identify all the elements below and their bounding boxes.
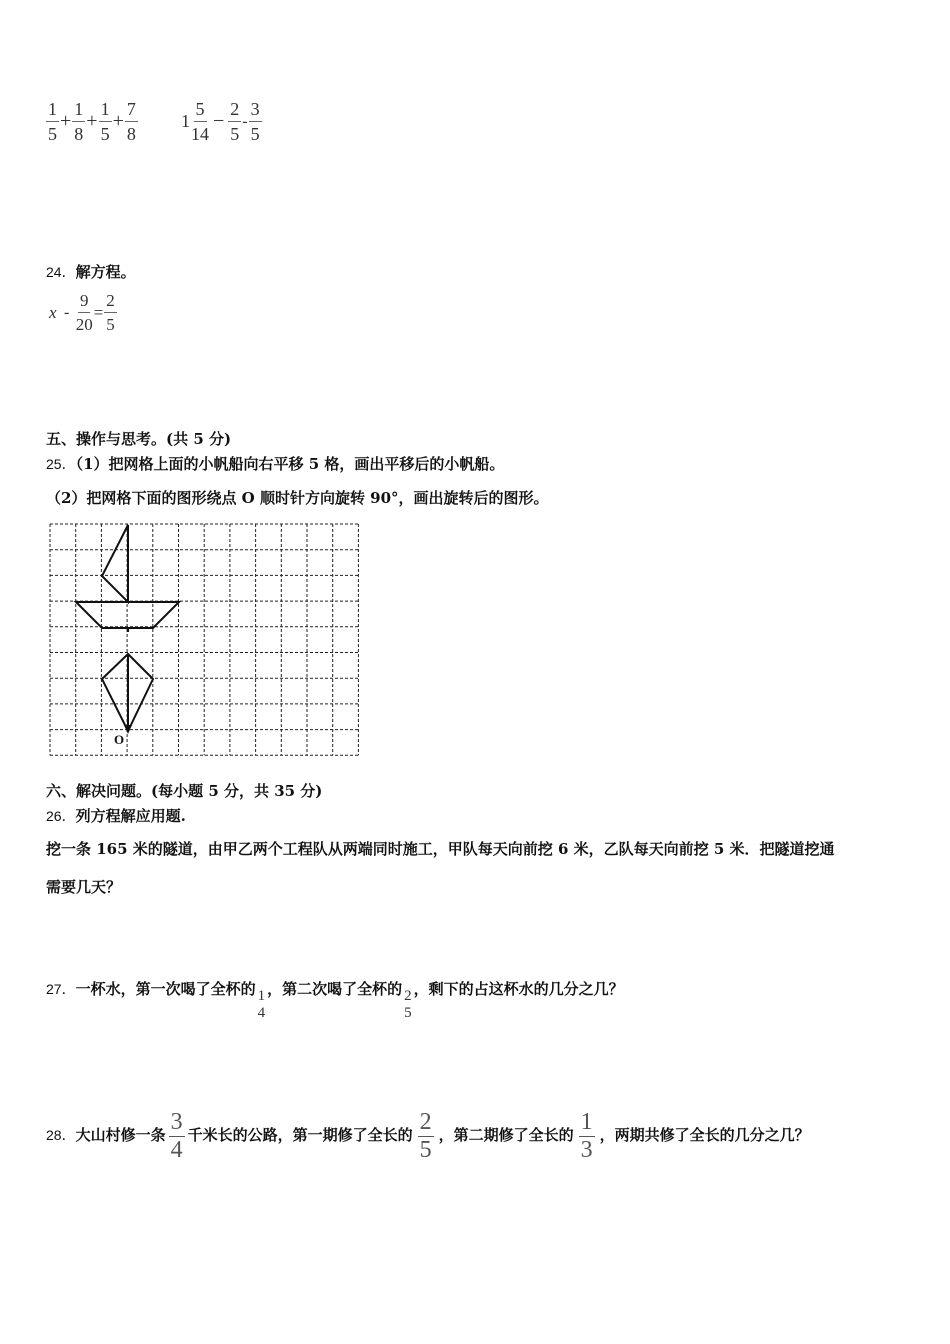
fraction: 2 5 [404,988,412,1021]
fraction: $\frac{2}{5}$ [106,291,115,334]
question-27: 27．一杯水，第一次喝了全杯的 1 4 ，第二次喝了全杯的 2 5 ，剩下的占这杯水的几分之几？ [46,980,624,1021]
operator: - [242,112,248,130]
question-24-equation [48,292,117,333]
grid-figure [48,522,363,762]
fraction: $\frac{5}{14}$ [191,99,209,144]
operator: − [213,110,225,132]
whole-number: 1 [181,111,190,131]
fraction: $\frac{1}{8}$ [74,99,84,144]
question-26-heading: 26．列方程解应用题. [46,807,186,825]
fraction: $\frac{1}{3}$ [580,1109,593,1163]
fraction: $\frac{3}{5}$ [250,99,260,144]
calc-expression-2 [180,100,262,143]
question-25-part-2: （2）把网格下面的图形绕点 O 顺时针方向旋转 90°，画出旋转后的图形。 [46,489,549,507]
question-25-part-1: 25．（1）把网格上面的小帆船向右平移 5 格，画出平移后的小帆船。 [46,455,505,473]
operator: + [86,110,98,132]
question-28: 28．大山村修一条 $\frac{3}{4}$ 千米长的公路，第一期修了全长的 $\frac{2}{5}$ ，第二期修了全长的 $\frac{1}{3}$ ，两期共修了全长的几分之几？ [46,1109,810,1163]
section-5-title: 五、操作与思考。(共 5 分) [46,430,232,448]
grid-lines [50,524,358,755]
fraction: 1 4 [257,988,266,1021]
question-26-text-line-2: 需要几天？ [46,878,122,896]
sailboat-sail [102,525,128,602]
operator: + [60,110,72,132]
fraction: $\frac{1}{5}$ [100,99,110,144]
section-6-title: 六、解决问题。(每小题 5 分，共 35 分) [46,782,323,800]
fraction: $\frac{7}{8}$ [126,99,136,144]
fraction: $\frac{2}{5}$ [230,99,240,144]
question-24-heading: 24．解方程。 [46,263,136,281]
calc-expression-1 [46,100,138,143]
fraction: $\frac{1}{5}$ [48,99,57,144]
point-o-label: O [114,732,125,747]
fraction: $\frac{3}{4}$ [170,1109,183,1163]
operator: + [112,110,124,132]
question-26-text-line-1: 挖一条 165 米的隧道，由甲乙两个工程队从两端同时施工，甲队每天向前挖 6 米，乙队每天向前挖 5 米．把隧道挖通 [46,840,835,858]
fraction: $\frac{2}{5}$ [419,1109,432,1163]
operator: - [63,303,70,321]
fraction: $\frac{9}{20}$ [75,291,93,334]
operator: = [93,302,104,322]
variable: x [49,302,57,322]
